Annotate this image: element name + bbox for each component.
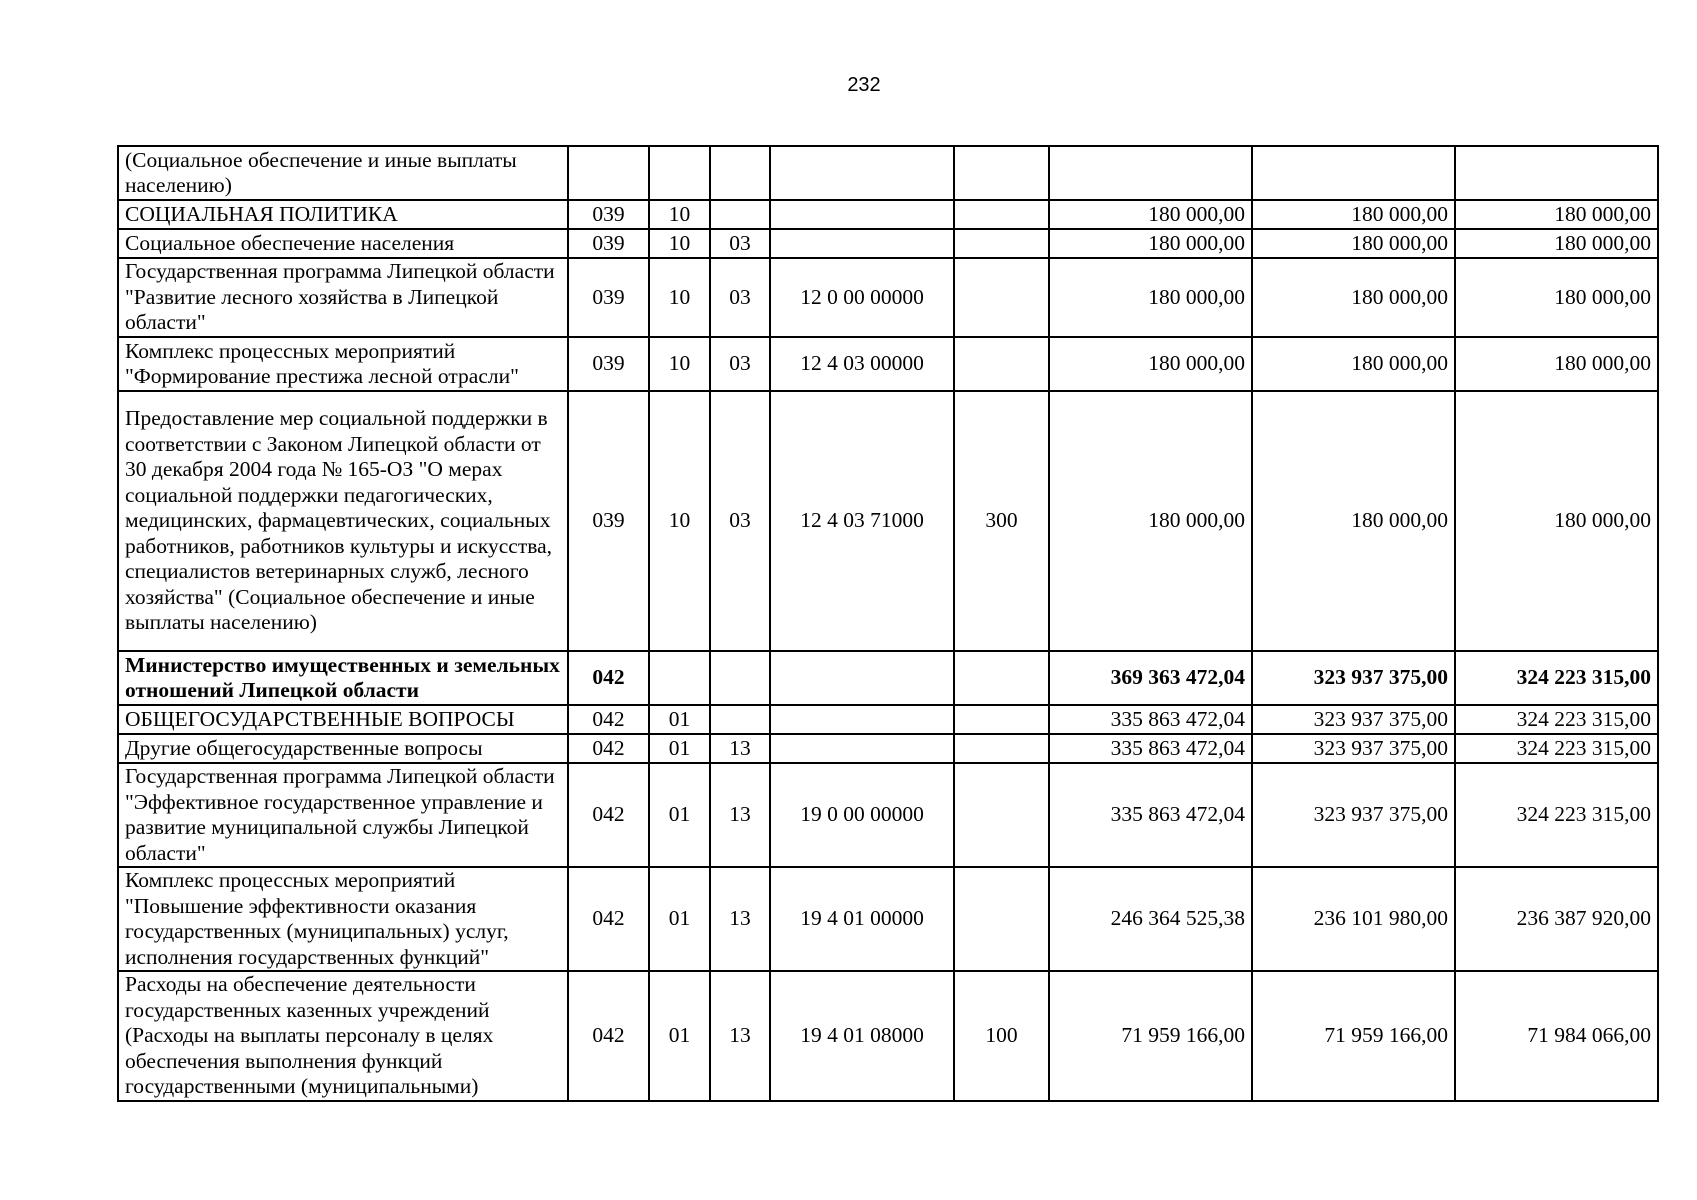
table-row: [118, 229, 1658, 258]
row-name: (Социальное обеспечение и иные выплаты населению): [118, 146, 568, 200]
grbs-code: [568, 146, 649, 200]
amount-year-3: 71 984 066,00: [1455, 971, 1658, 1101]
expense-type-code: [954, 705, 1049, 734]
row-name: Расходы на обеспечение деятельности государственных казенных учреждений (Расходы на выплаты персоналу в целях обеспечения выполнения функций государственными (муниципальными): [118, 971, 568, 1101]
subsection-code: 13: [710, 734, 770, 763]
target-article-code: 12 4 03 00000: [770, 337, 954, 391]
grbs-code: 042: [568, 971, 649, 1101]
subsection-code: [710, 705, 770, 734]
budget-table: [117, 145, 1659, 1102]
amount-year-2: 323 937 375,00: [1252, 763, 1455, 867]
subsection-code: 03: [710, 391, 770, 651]
expense-type-code: [954, 200, 1049, 229]
section-code: 01: [649, 971, 710, 1101]
amount-year-2: 71 959 166,00: [1252, 971, 1455, 1101]
target-article-code: 12 4 03 71000: [770, 391, 954, 651]
grbs-code: 042: [568, 763, 649, 867]
amount-year-2: 323 937 375,00: [1252, 705, 1455, 734]
subsection-code: [710, 200, 770, 229]
amount-year-3: 324 223 315,00: [1455, 705, 1658, 734]
table-row: [118, 200, 1658, 229]
amount-year-2: 236 101 980,00: [1252, 867, 1455, 971]
amount-year-3: 324 223 315,00: [1455, 734, 1658, 763]
amount-year-2: 180 000,00: [1252, 229, 1455, 258]
grbs-code: 039: [568, 200, 649, 229]
expense-type-code: 300: [954, 391, 1049, 651]
table-row: [118, 705, 1658, 734]
target-article-code: 19 4 01 08000: [770, 971, 954, 1101]
expense-type-code: [954, 337, 1049, 391]
section-code: 01: [649, 734, 710, 763]
amount-year-2: [1252, 146, 1455, 200]
grbs-code: 039: [568, 337, 649, 391]
target-article-code: [770, 146, 954, 200]
amount-year-1: 180 000,00: [1049, 229, 1252, 258]
expense-type-code: [954, 763, 1049, 867]
expense-type-code: [954, 734, 1049, 763]
grbs-code: 042: [568, 705, 649, 734]
row-name: Министерство имущественных и земельных отношений Липецкой области: [118, 651, 568, 705]
expense-type-code: [954, 867, 1049, 971]
subsection-code: 03: [710, 258, 770, 337]
amount-year-3: 236 387 920,00: [1455, 867, 1658, 971]
expense-type-code: [954, 229, 1049, 258]
section-code: 01: [649, 705, 710, 734]
subsection-code: [710, 146, 770, 200]
amount-year-1: 369 363 472,04: [1049, 651, 1252, 705]
grbs-code: 042: [568, 734, 649, 763]
section-code: [649, 651, 710, 705]
subsection-code: 03: [710, 337, 770, 391]
table-row: [118, 651, 1658, 705]
amount-year-1: 335 863 472,04: [1049, 763, 1252, 867]
section-code: 01: [649, 763, 710, 867]
section-code: 10: [649, 229, 710, 258]
amount-year-1: 335 863 472,04: [1049, 734, 1252, 763]
section-code: 01: [649, 867, 710, 971]
amount-year-3: 324 223 315,00: [1455, 763, 1658, 867]
subsection-code: 13: [710, 763, 770, 867]
table-row: [118, 971, 1658, 1101]
target-article-code: [770, 200, 954, 229]
table-row: [118, 734, 1658, 763]
expense-type-code: [954, 146, 1049, 200]
grbs-code: 039: [568, 391, 649, 651]
amount-year-3: 180 000,00: [1455, 229, 1658, 258]
grbs-code: 039: [568, 258, 649, 337]
table-row: [118, 763, 1658, 867]
section-code: 10: [649, 391, 710, 651]
row-name: Комплекс процессных мероприятий "Повышение эффективности оказания государственных (муниципальных) услуг, исполнения государственных функций": [118, 867, 568, 971]
grbs-code: 042: [568, 651, 649, 705]
page-number: 232: [847, 74, 881, 96]
target-article-code: [770, 705, 954, 734]
amount-year-2: 180 000,00: [1252, 258, 1455, 337]
table-row: [118, 258, 1658, 337]
table-row: [118, 337, 1658, 391]
amount-year-1: 71 959 166,00: [1049, 971, 1252, 1101]
amount-year-1: 180 000,00: [1049, 200, 1252, 229]
amount-year-1: 335 863 472,04: [1049, 705, 1252, 734]
grbs-code: 039: [568, 229, 649, 258]
table-row: [118, 391, 1658, 651]
section-code: [649, 146, 710, 200]
subsection-code: 03: [710, 229, 770, 258]
amount-year-1: [1049, 146, 1252, 200]
target-article-code: [770, 651, 954, 705]
expense-type-code: 100: [954, 971, 1049, 1101]
row-name: ОБЩЕГОСУДАРСТВЕННЫЕ ВОПРОСЫ: [118, 705, 568, 734]
row-name: Другие общегосударственные вопросы: [118, 734, 568, 763]
amount-year-2: 180 000,00: [1252, 337, 1455, 391]
target-article-code: 19 4 01 00000: [770, 867, 954, 971]
expense-type-code: [954, 258, 1049, 337]
amount-year-2: 180 000,00: [1252, 391, 1455, 651]
row-name: СОЦИАЛЬНАЯ ПОЛИТИКА: [118, 200, 568, 229]
amount-year-2: 323 937 375,00: [1252, 734, 1455, 763]
amount-year-3: [1455, 146, 1658, 200]
target-article-code: [770, 229, 954, 258]
subsection-code: [710, 651, 770, 705]
row-name: Комплекс процессных мероприятий "Формирование престижа лесной отрасли": [118, 337, 568, 391]
amount-year-2: 323 937 375,00: [1252, 651, 1455, 705]
target-article-code: [770, 734, 954, 763]
section-code: 10: [649, 258, 710, 337]
amount-year-1: 246 364 525,38: [1049, 867, 1252, 971]
section-code: 10: [649, 337, 710, 391]
table-row: [118, 146, 1658, 200]
amount-year-3: 180 000,00: [1455, 337, 1658, 391]
row-name: Государственная программа Липецкой области "Развитие лесного хозяйства в Липецкой области": [118, 258, 568, 337]
subsection-code: 13: [710, 867, 770, 971]
target-article-code: 19 0 00 00000: [770, 763, 954, 867]
section-code: 10: [649, 200, 710, 229]
expense-type-code: [954, 651, 1049, 705]
amount-year-3: 324 223 315,00: [1455, 651, 1658, 705]
amount-year-1: 180 000,00: [1049, 391, 1252, 651]
amount-year-3: 180 000,00: [1455, 200, 1658, 229]
subsection-code: 13: [710, 971, 770, 1101]
amount-year-1: 180 000,00: [1049, 258, 1252, 337]
row-name: Предоставление мер социальной поддержки в соответствии с Законом Липецкой области от 30 декабря 2004 года № 165-ОЗ "О мерах социальной поддержки педагогических, медицинских, фармацевтических, социальных работников, работников культуры и искусства, специалистов ветеринарных служб, лесного хозяйства" (Социальное обеспечение и иные выплаты населению): [118, 391, 568, 651]
row-name: Социальное обеспечение населения: [118, 229, 568, 258]
grbs-code: 042: [568, 867, 649, 971]
amount-year-3: 180 000,00: [1455, 258, 1658, 337]
amount-year-2: 180 000,00: [1252, 200, 1455, 229]
table-row: [118, 867, 1658, 971]
amount-year-1: 180 000,00: [1049, 337, 1252, 391]
target-article-code: 12 0 00 00000: [770, 258, 954, 337]
row-name: Государственная программа Липецкой области "Эффективное государственное управление и развитие муниципальной службы Липецкой области": [118, 763, 568, 867]
amount-year-3: 180 000,00: [1455, 391, 1658, 651]
